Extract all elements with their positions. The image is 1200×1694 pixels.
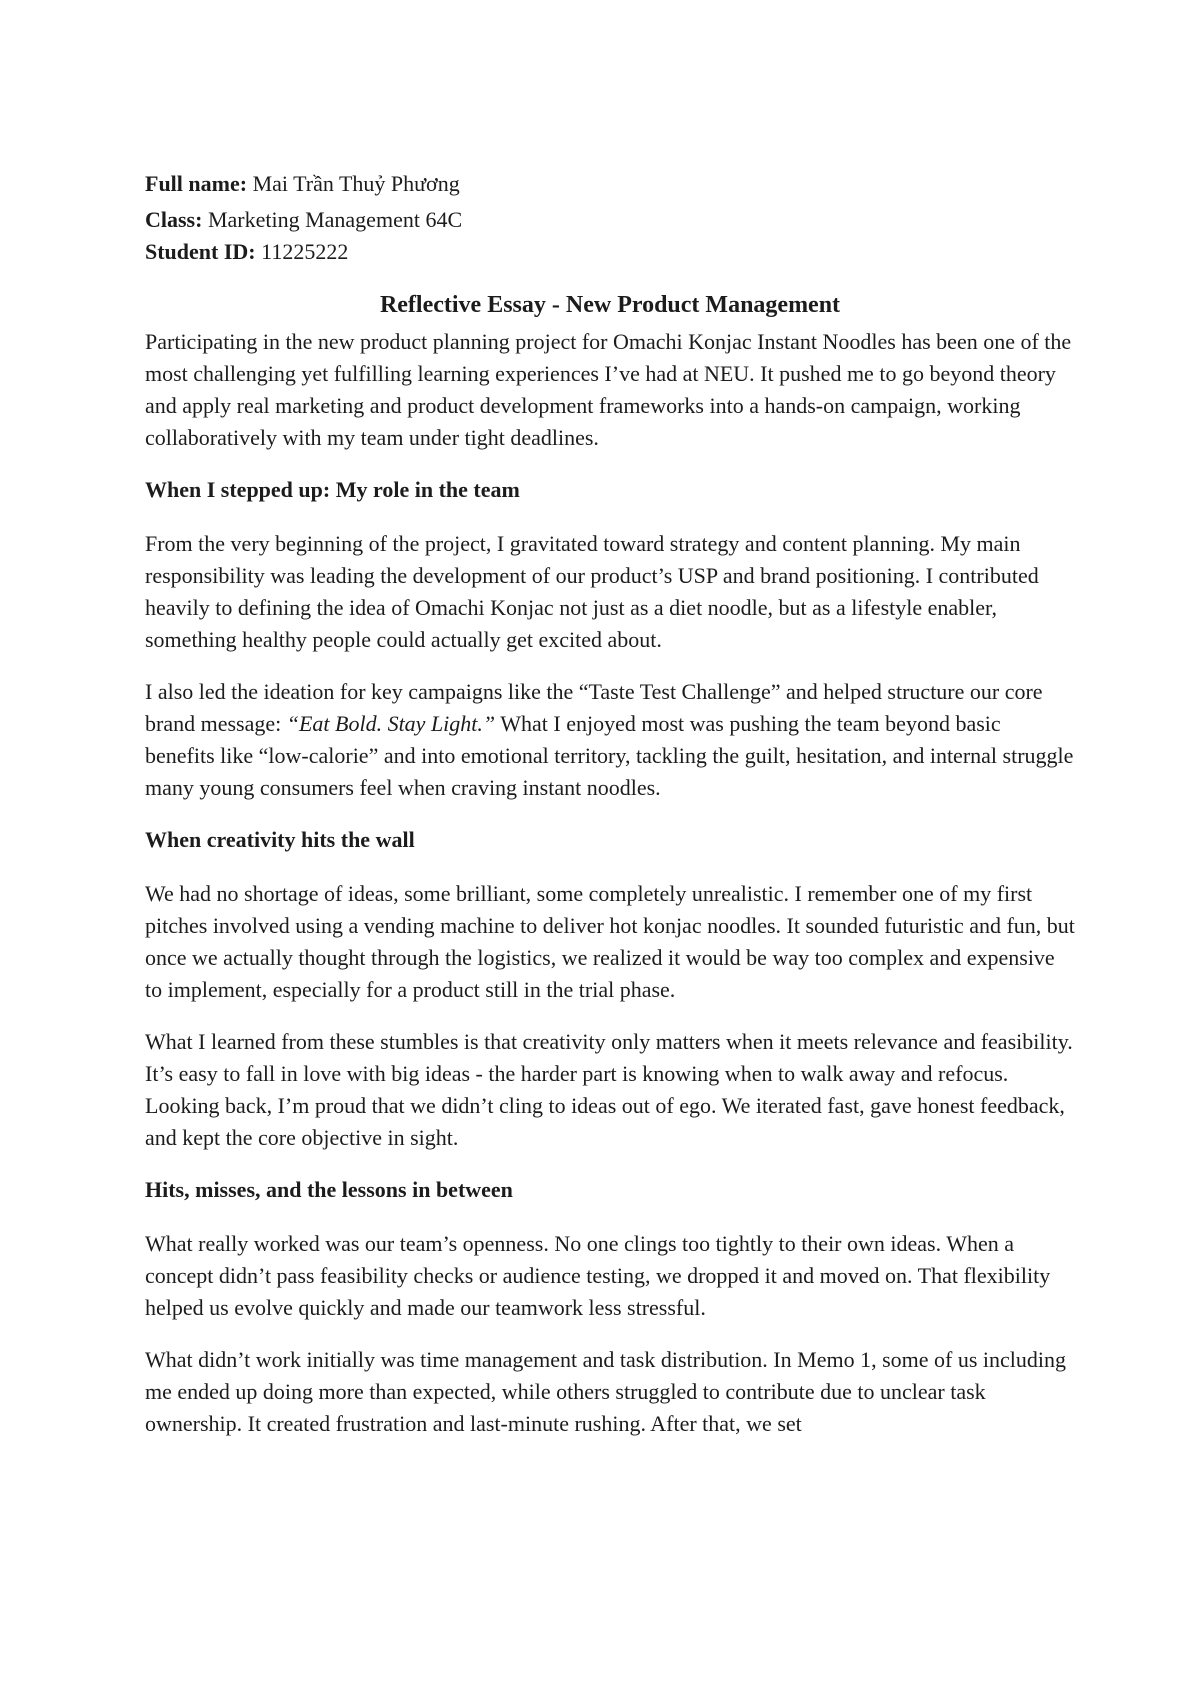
role-paragraph-2-start: I also led the ideation for key campaigns like the “Taste Test Challenge” and helped structure our core brand message:: [145, 679, 1043, 736]
essay-document: [145, 168, 1075, 1460]
student-id-line: [145, 236, 1075, 268]
lessons-paragraph-1: What really worked was our team’s openness. No one clings too tightly to their own ideas. When a concept didn’t pass feasibility checks or audience testing, we dropped it and moved on. That flexibility helped us evolve quickly and made our teamwork less stressful.: [145, 1231, 1051, 1320]
section-heading-lessons: Hits, misses, and the lessons in between: [145, 1177, 513, 1202]
student-id-value: 11225222: [255, 239, 349, 264]
student-id-label: Student ID:: [145, 239, 256, 264]
full-name-line: [145, 168, 1075, 200]
class-line: [145, 204, 1075, 236]
role-paragraph-2: [145, 676, 1075, 804]
creativity-paragraph-1: We had no shortage of ideas, some brilliant, some completely unrealistic. I remember one of my first pitches involved using a vending machine to deliver hot konjac noodles. It sounded futuristic and fun, but once we actually thought through the logistics, we realized it would be way too complex and expensive to implement, especially for a product still in the trial phase.: [145, 881, 1075, 1002]
class-value: Marketing Management 64C: [202, 207, 463, 232]
full-name-value: Mai Trần Thuỷ Phương: [247, 171, 460, 196]
lessons-paragraph-2: What didn’t work initially was time management and task distribution. In Memo 1, some of us including me ended up doing more than expected, while others struggled to contribute due to unclear task ownership. It created frustration and last-minute rushing. After that, we set: [145, 1347, 1067, 1436]
role-paragraph-2-end: What I enjoyed most was pushing the team beyond basic benefits like “low-calorie” and into emotional territory, tackling the guilt, hesitation, and internal struggle many young consumers feel when craving instant noodles.: [145, 711, 1074, 800]
class-label: Class:: [145, 207, 203, 232]
intro-paragraph: Participating in the new product planning project for Omachi Konjac Instant Noodles has been one of the most challenging yet fulfilling learning experiences I’ve had at NEU. It pushed me to go beyond theory and apply real marketing and product development frameworks into a hands-on campaign, working collaboratively with my team under tight deadlines.: [145, 329, 1072, 450]
full-name-label: Full name:: [145, 171, 248, 196]
brand-message-quote: “Eat Bold. Stay Light.”: [286, 711, 496, 736]
section-heading-role: When I stepped up: My role in the team: [145, 477, 520, 502]
creativity-paragraph-2: What I learned from these stumbles is that creativity only matters when it meets relevance and feasibility. It’s easy to fall in love with big ideas - the harder part is knowing when to walk away and refocus. Looking back, I’m proud that we didn’t cling to ideas out of ego. We iterated fast, gave honest feedback, and kept the core objective in sight.: [145, 1029, 1073, 1150]
role-paragraph-1: From the very beginning of the project, I gravitated toward strategy and content planning. My main responsibility was leading the development of our product’s USP and brand positioning. I contributed heavily to defining the idea of Omachi Konjac not just as a diet noodle, but as a lifestyle enabler, something healthy people could actually get excited about.: [145, 531, 1039, 652]
essay-title: Reflective Essay - New Product Management: [379, 292, 841, 318]
section-heading-creativity: When creativity hits the wall: [145, 827, 415, 852]
